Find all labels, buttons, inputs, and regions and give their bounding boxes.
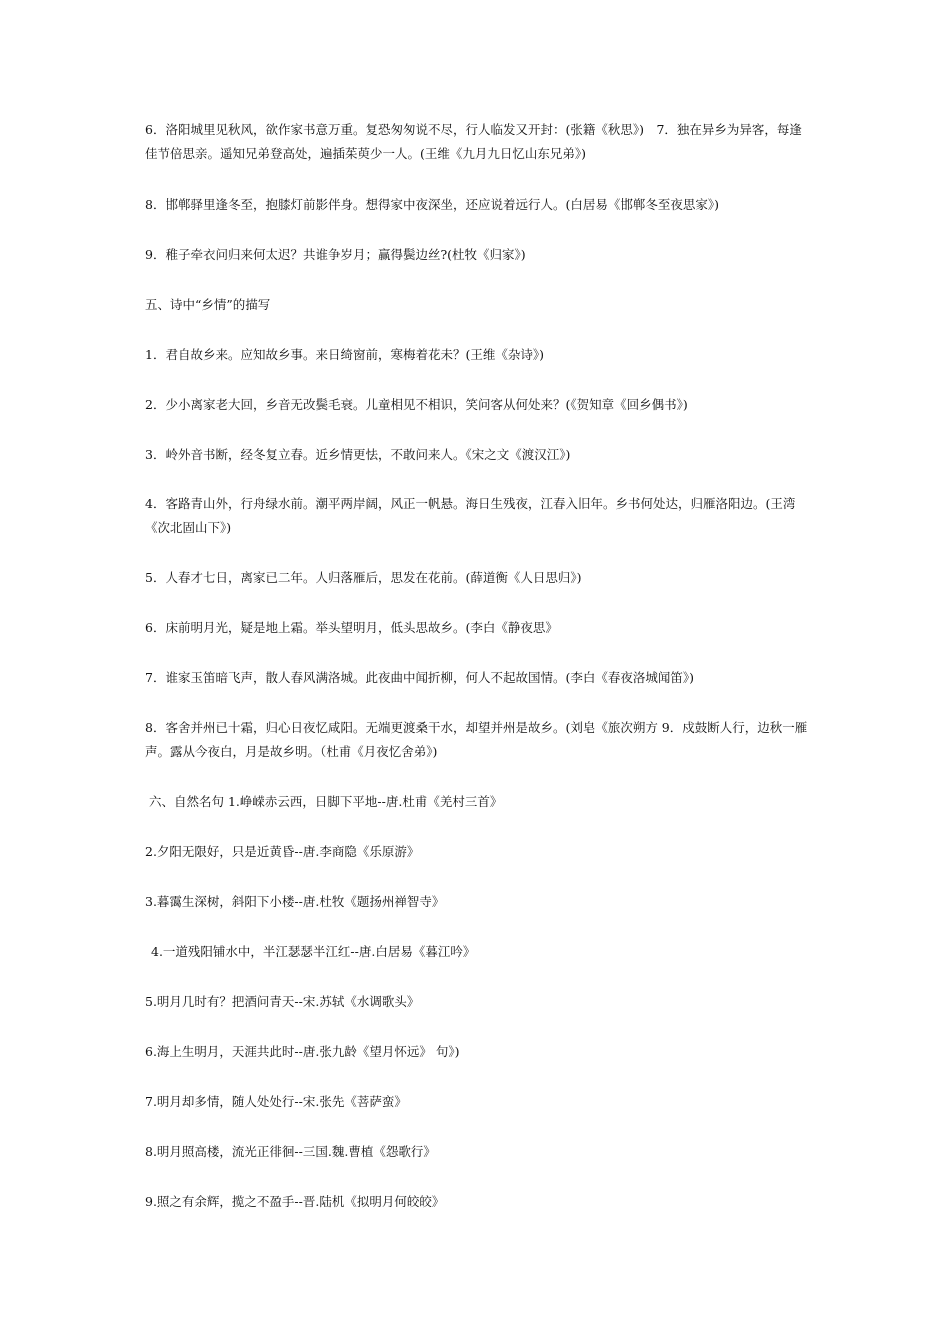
- ziran-item-5: 5.明月几时有？把酒问青天--宋.苏轼《水调歌头》: [145, 994, 420, 1009]
- poem-6-and-7: 6．洛阳城里见秋风，欲作家书意万重。复恐匆匆说不尽，行人临发又开封：(张籍《秋思》) 7．独在异乡为异客，每逢佳节倍思亲。遥知兄弟登高处，遍插茱萸少一人。(王维《九月九日忆山东兄弟》): [145, 122, 802, 161]
- xiangqing-item-2: 2．少小离家老大回，乡音无改鬓毛衰。儿童相见不相识，笑问客从何处来？(《贺知章《回乡偶书》): [145, 397, 688, 412]
- ziran-item-6: 6.海上生明月，天涯共此时--唐.张九龄《望月怀远》 句》): [145, 1044, 460, 1059]
- xiangqing-item-5: 5．人春才七日，离家已二年。人归落雁后，思发在花前。(薛道衡《人日思归》): [145, 570, 582, 585]
- ziran-item-9: 9.照之有余辉，揽之不盈手--晋.陆机《拟明月何皎皎》: [145, 1194, 445, 1209]
- xiangqing-item-3: 3．岭外音书断，经冬复立春。近乡情更怯，不敢问来人。《宋之文《渡汉江》): [145, 447, 571, 462]
- section-heading-6: 六、自然名句 1.峥嵘赤云西，日脚下平地--唐.杜甫《羌村三首》: [149, 794, 503, 809]
- ziran-item-2: 2.夕阳无限好，只是近黄昏--唐.李商隐《乐原游》: [145, 844, 420, 859]
- xiangqing-item-8-9: 8．客舍并州已十霜，归心日夜忆咸阳。无端更渡桑干水，却望并州是故乡。(刘皂《旅次朔方 9．戍鼓断人行，边秋一雁声。露从今夜白，月是故乡明。（杜甫《月夜忆舍弟》): [145, 720, 808, 759]
- section-heading-5: 五、诗中“乡情”的描写: [145, 297, 271, 312]
- ziran-item-8: 8.明月照高楼，流光正徘徊--三国.魏.曹植《怨歌行》: [145, 1144, 436, 1159]
- poem-9-guijia: 9．稚子牵衣问归来何太迟？共谁争岁月；赢得鬓边丝?(杜牧《归家》): [145, 247, 526, 262]
- ziran-item-3: 3.暮霭生深树，斜阳下小楼--唐.杜牧《题扬州禅智寺》: [145, 894, 445, 909]
- ziran-item-4: 4.一道残阳铺水中，半江瑟瑟半江红--唐.白居易《暮江吟》: [151, 944, 476, 959]
- poem-8-handan: 8．邯郸驿里逢冬至，抱膝灯前影伴身。想得家中夜深坐，还应说着远行人。(白居易《邯郸冬至夜思家》): [145, 197, 719, 212]
- xiangqing-item-7: 7．谁家玉笛暗飞声，散人春风满洛城。此夜曲中闻折柳，何人不起故国情。(李白《春夜洛城闻笛》): [145, 670, 694, 685]
- xiangqing-item-1: 1．君自故乡来。应知故乡事。来日绮窗前，寒梅着花未？(王维《杂诗》): [145, 347, 544, 362]
- xiangqing-item-4: 4．客路青山外，行舟绿水前。潮平两岸阔，风正一帆悬。海日生残夜，江春入旧年。乡书何处达，归雁洛阳边。(王湾《次北固山下》): [145, 496, 796, 535]
- xiangqing-item-6: 6．床前明月光，疑是地上霜。举头望明月，低头思故乡。(李白《静夜思》: [145, 620, 558, 635]
- ziran-item-7: 7.明月却多情，随人处处行--宋.张先《菩萨蛮》: [145, 1094, 407, 1109]
